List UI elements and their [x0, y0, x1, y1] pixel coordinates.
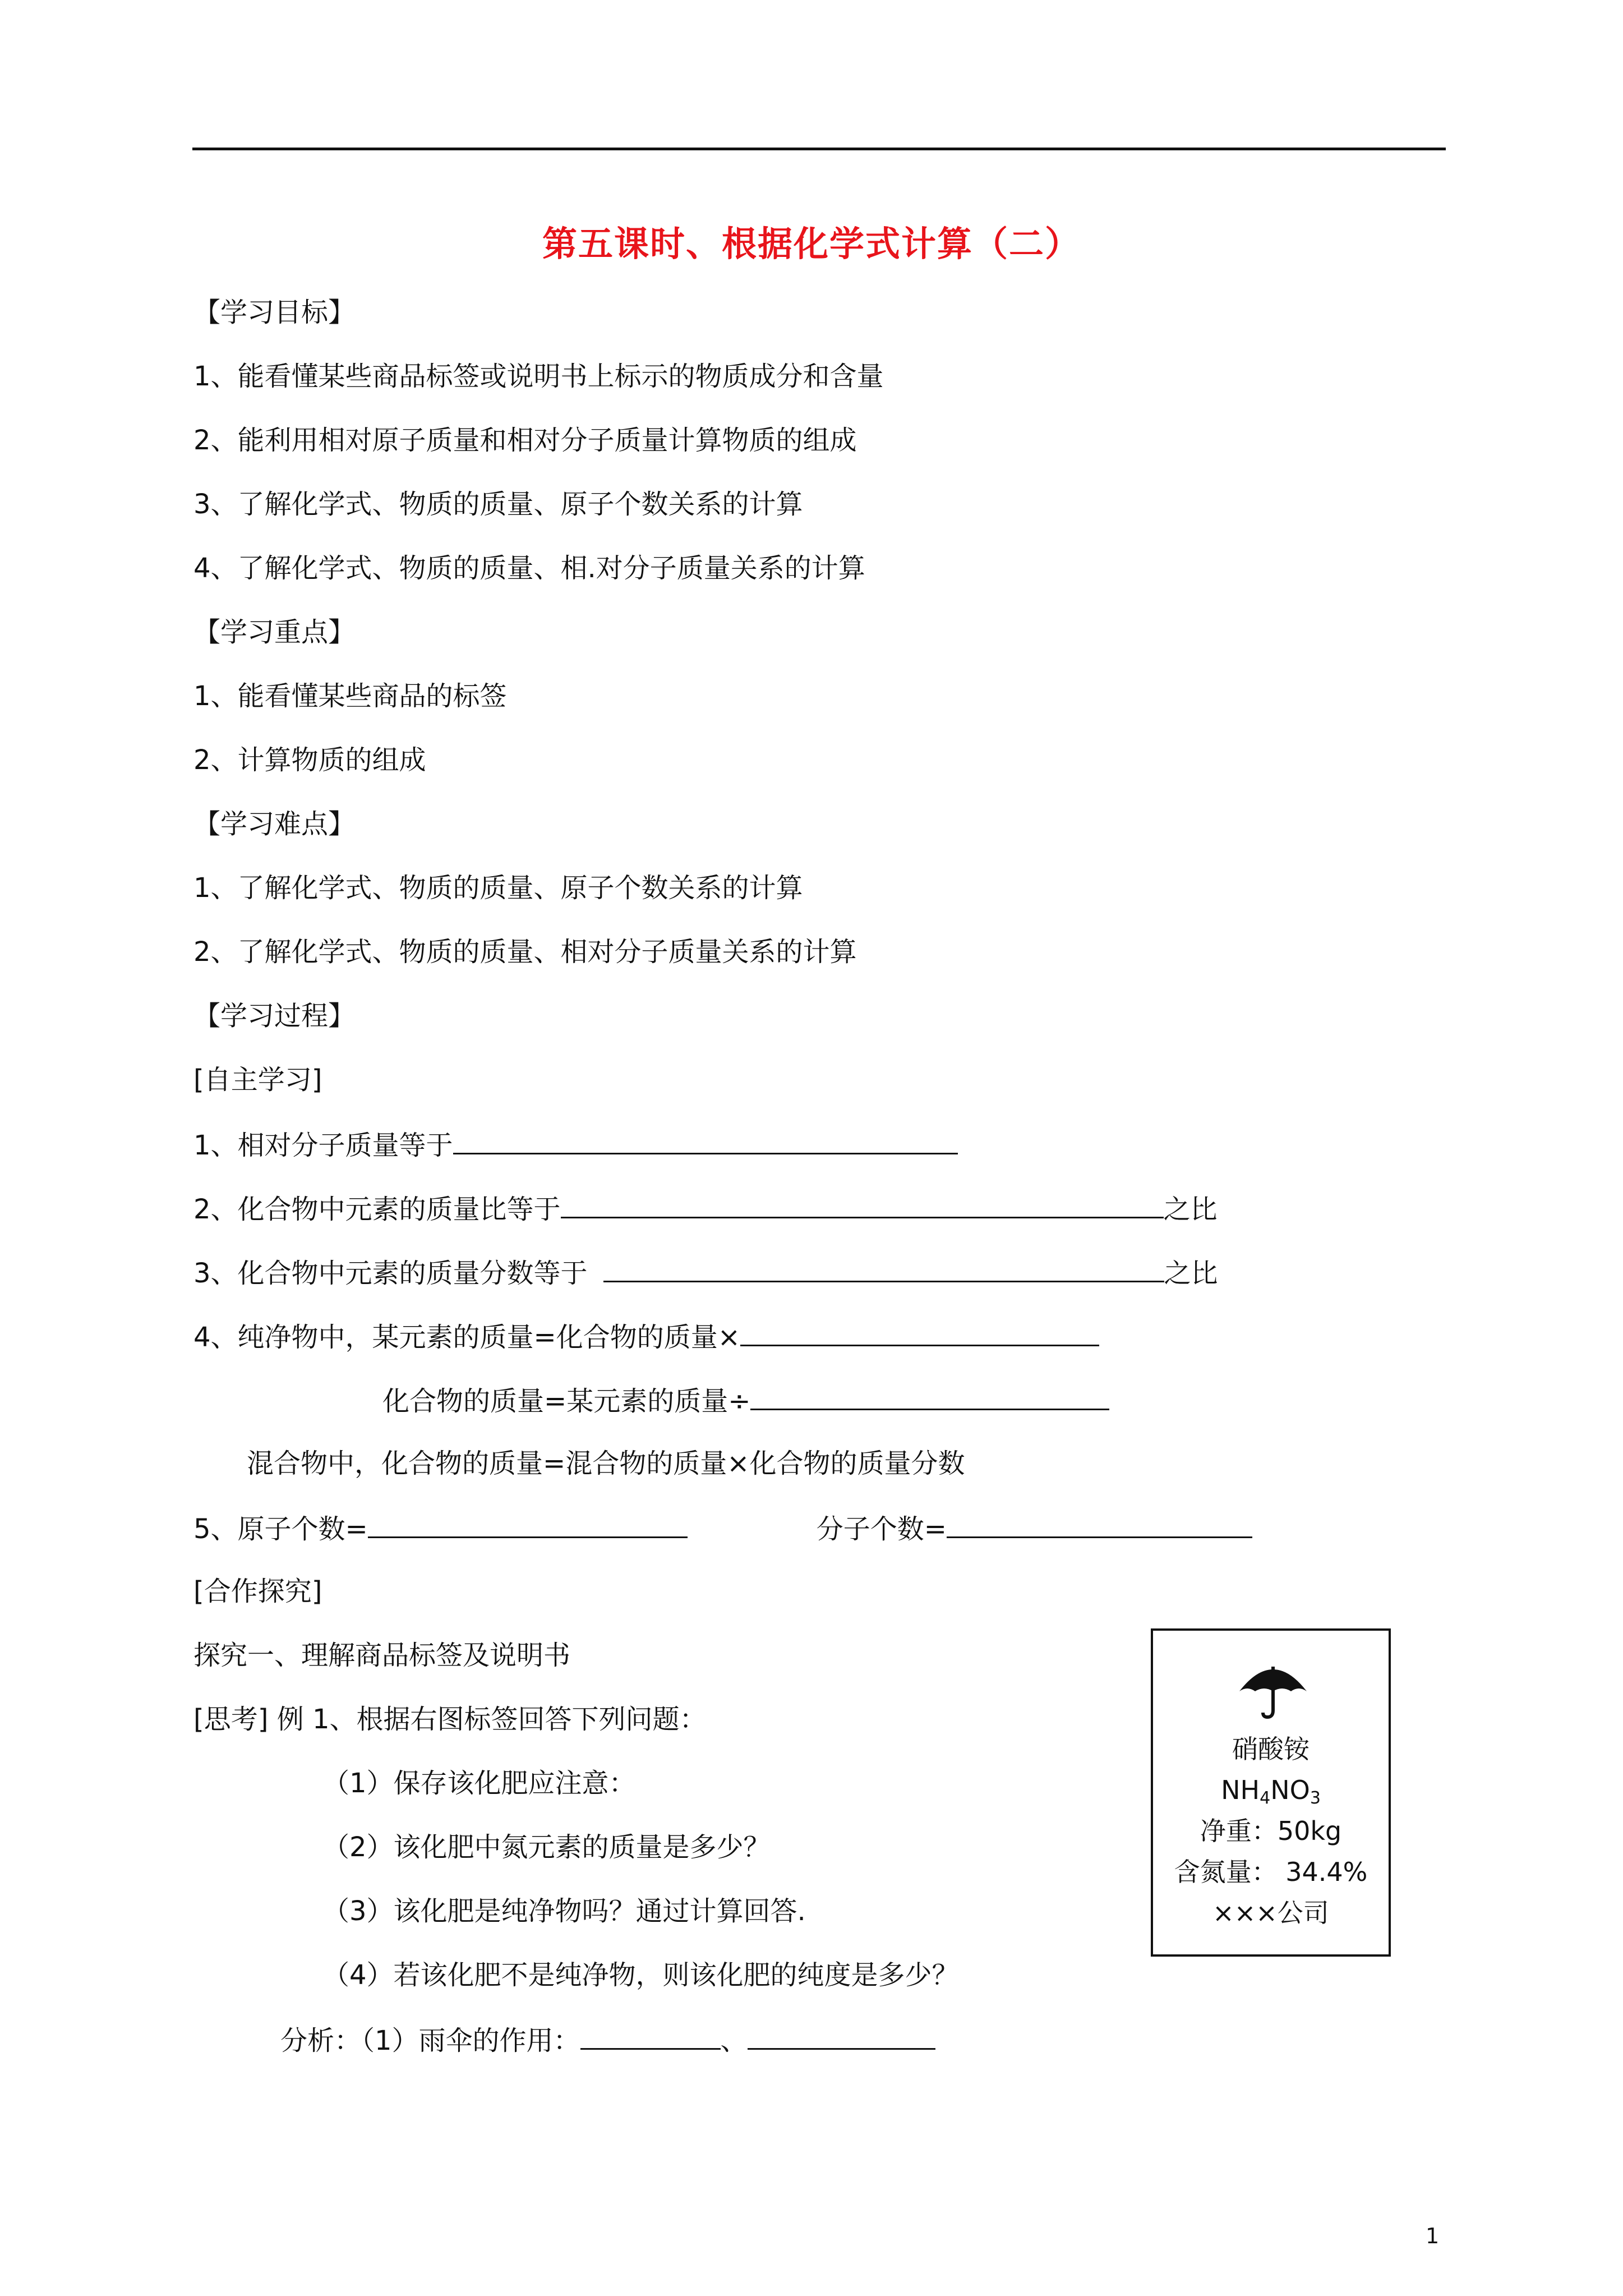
q4b-blank[interactable] — [750, 1383, 1109, 1410]
coop-header: [合作探究] — [193, 1576, 322, 1607]
label-nitrogen-content: 含氮量： 34.4% — [1174, 1857, 1368, 1887]
q3-blank[interactable] — [603, 1255, 1164, 1282]
self-study-q4b — [382, 1383, 1109, 1418]
analysis-blank-1[interactable] — [580, 2022, 721, 2050]
subquestion-1: （1）保存该化肥应注意： — [322, 1768, 636, 1799]
q2-tail: 之比 — [1163, 1194, 1218, 1225]
umbrella-icon — [1237, 1659, 1309, 1720]
q1-blank[interactable] — [453, 1127, 958, 1154]
goals-header: 【学习目标】 — [193, 297, 356, 328]
q4b-text: 化合物的质量=某元素的质量÷ — [382, 1386, 751, 1417]
top-rule — [192, 148, 1446, 150]
analysis-text: 分析：（1）雨伞的作用： — [280, 2025, 580, 2056]
key-header: 【学习重点】 — [193, 616, 356, 648]
analysis-blank-2[interactable] — [748, 2022, 935, 2050]
difficulty-2: 2、了解化学式、物质的质量、相对分子质量关系的计算 — [193, 936, 857, 968]
key-1: 1、能看懂某些商品的标签 — [193, 680, 507, 712]
subquestion-4: （4）若该化肥不是纯净物，则该化肥的纯度是多少？ — [322, 1959, 959, 1991]
page-title: 第五课时、根据化学式计算（二） — [542, 223, 1081, 264]
self-study-header: [自主学习] — [193, 1064, 322, 1096]
explore-1-title: 探究一、理解商品标签及说明书 — [193, 1640, 571, 1671]
q4a-text: 4、纯净物中，某元素的质量=化合物的质量× — [193, 1322, 740, 1353]
label-name: 硝酸铵 — [1232, 1734, 1310, 1764]
goal-3: 3、了解化学式、物质的质量、原子个数关系的计算 — [193, 489, 803, 520]
think-example-1: [思考] 例 1、根据右图标签回答下列问题： — [193, 1704, 707, 1735]
q5b-text: 分子个数= — [816, 1513, 947, 1545]
label-company: ×××公司 — [1212, 1898, 1329, 1928]
label-formula: $NH_4NO_3$ — [1221, 1775, 1321, 1808]
q1-text: 1、相对分子质量等于 — [193, 1130, 453, 1161]
goal-2: 2、能利用相对原子质量和相对分子质量计算物质的组成 — [193, 425, 857, 456]
self-study-q2 — [193, 1191, 1218, 1226]
self-study-q4a — [193, 1319, 1099, 1354]
self-study-q3 — [193, 1255, 1218, 1290]
analysis-sep: 、 — [720, 2025, 748, 2056]
self-study-q1 — [193, 1127, 958, 1162]
subquestion-3: （3）该化肥是纯净物吗？通过计算回答. — [322, 1895, 806, 1927]
fertilizer-label — [1151, 1628, 1391, 1957]
process-header: 【学习过程】 — [193, 1000, 356, 1032]
q3-tail: 之比 — [1164, 1258, 1218, 1289]
q5a-text: 5、原子个数= — [193, 1513, 368, 1545]
self-study-q4c: 混合物中，化合物的质量=混合物的质量×化合物的质量分数 — [247, 1448, 965, 1479]
difficulty-1: 1、了解化学式、物质的质量、原子个数关系的计算 — [193, 872, 803, 904]
q5a-blank[interactable] — [368, 1511, 688, 1538]
subquestion-2: （2）该化肥中氮元素的质量是多少？ — [322, 1832, 771, 1863]
page-number: 1 — [1426, 2224, 1440, 2248]
label-net-weight: 净重：50kg — [1200, 1816, 1342, 1846]
q5b-blank[interactable] — [947, 1511, 1252, 1538]
q3-text: 3、化合物中元素的质量分数等于 — [193, 1258, 588, 1289]
key-2: 2、计算物质的组成 — [193, 744, 426, 776]
difficulty-header: 【学习难点】 — [193, 808, 356, 840]
goal-1: 1、能看懂某些商品标签或说明书上标示的物质成分和含量 — [193, 361, 884, 392]
goal-4: 4、了解化学式、物质的质量、相.对分子质量关系的计算 — [193, 553, 865, 584]
q4a-blank[interactable] — [740, 1319, 1099, 1346]
analysis-line — [280, 2022, 935, 2058]
self-study-q5 — [193, 1511, 1252, 1546]
q2-blank[interactable] — [561, 1191, 1164, 1218]
q2-text: 2、化合物中元素的质量比等于 — [193, 1194, 561, 1225]
